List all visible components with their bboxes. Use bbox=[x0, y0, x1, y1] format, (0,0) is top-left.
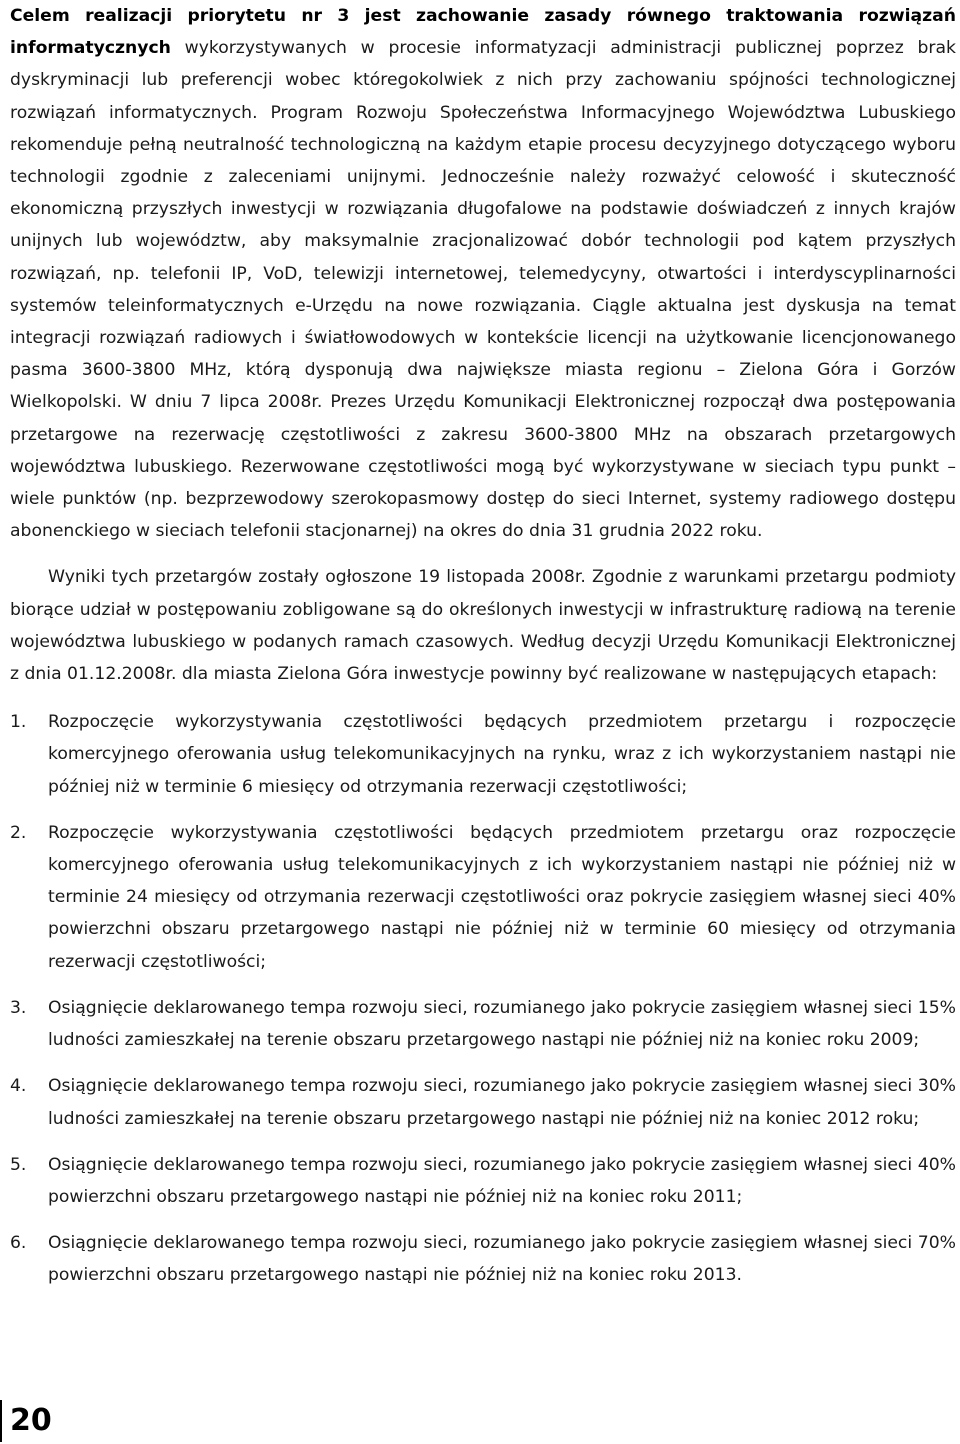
list-item-stage-5 bbox=[10, 1149, 956, 1213]
document-page bbox=[10, 0, 956, 1306]
list-item-number: 5. bbox=[10, 1154, 27, 1175]
list-item-text: Osiągnięcie deklarowanego tempa rozwoju sieci, rozumianego jako pokrycie zasięgiem własnej sieci 70% powierzchni obszaru przetargowego nastąpi nie później niż na koniec roku 2013. bbox=[48, 1233, 956, 1286]
list-item-number: 6. bbox=[10, 1233, 27, 1254]
list-item-text: Osiągnięcie deklarowanego tempa rozwoju sieci, rozumianego jako pokrycie zasięgiem własnej sieci 40% powierzchni obszaru przetargowego nastąpi nie później niż na koniec roku 2011; bbox=[48, 1154, 956, 1207]
list-item-number: 3. bbox=[10, 997, 27, 1018]
list-item-text: Rozpoczęcie wykorzystywania częstotliwości będących przedmiotem przetargu oraz rozpoczęcie komercyjnego oferowania usług telekomunikacyjnych z ich wykorzystaniem nastąpi nie później niż w terminie 24 miesięcy od otrzymania rezerwacji częstotliwości oraz pokrycie zasięgiem własnej sieci 40% powierzchni obszaru przetargowego nastąpi nie później niż w terminie 60 miesięcy od otrzymania rezerwacji częstotliwości; bbox=[48, 822, 956, 972]
page-number-rule bbox=[0, 1400, 2, 1442]
paragraph-lead: Celem realizacji priorytetu nr 3 jest zachowanie zasady równego traktowania rozwiązań informatycznych bbox=[10, 6, 956, 59]
list-item-number: 2. bbox=[10, 822, 27, 843]
list-item-number: 4. bbox=[10, 1076, 27, 1097]
list-item-text: Rozpoczęcie wykorzystywania częstotliwości będących przedmiotem przetargu i rozpoczęcie komercyjnego oferowania usług telekomunikacyjnych na rynku, wraz z ich wykorzystaniem nastąpi nie później niż w terminie 6 miesięcy od otrzymania rezerwacji częstotliwości; bbox=[48, 712, 956, 797]
list-item-number: 1. bbox=[10, 712, 27, 733]
list-item-text: Osiągnięcie deklarowanego tempa rozwoju sieci, rozumianego jako pokrycie zasięgiem własnej sieci 15% ludności zamieszkałej na terenie obszaru przetargowego nastąpi nie później niż na koniec roku 2009; bbox=[48, 997, 956, 1051]
list-item-stage-2 bbox=[10, 817, 956, 978]
list-item-stage-1 bbox=[10, 706, 956, 803]
list-item-stage-4 bbox=[10, 1070, 956, 1134]
page-number-box bbox=[0, 1398, 60, 1444]
paragraph-body: wykorzystywanych w procesie informatyzacji administracji publicznej poprzez brak dyskryminacji lub preferencji wobec któregokolwiek z nich przy zachowaniu spójności technologicznej rozwiązań informatycznych. Program Rozwoju Społeczeństwa Informacyjnego Województwa Lubuskiego rekomenduje pełną neutralność technologiczną na każdym etapie procesu decyzyjnego dotyczącego wyboru technologii zgodnie z zaleceniami unijnymi. Jednocześnie należy rozważyć celowość i skuteczność ekonomiczną przyszłych inwestycji w rozwiązania długofalowe na podstawie doświadczeń z innych krajów unijnych lub województw, aby maksymalnie zracjonalizować dobór technologii pod kątem przyszłych rozwiązań, np. telefonii IP, VoD, telewizji internetowej, telemedycyny, otwartości i interdyscyplinarności systemów teleinformatycznych e-Urzędu na nowe rozwiązania. Ciągle aktualna jest dyskusja na temat integracji rozwiązań radiowych i światłowodowych w kontekście licencji na użytkowanie licencjonowanego pasma 3600-3800 MHz, którą dysponują dwa największe miasta regionu – Zielona Góra i Gorzów Wielkopolski. W dniu 7 lipca 2008r. Prezes Urzędu Komunikacji Elektronicznej rozpoczął dwa postępowania przetargowe na rezerwację częstotliwości z zakresu 3600-3800 MHz na obszarach przetargowych województwa lubuskiego. Rezerwowane częstotliwości mogą być wykorzystywane w sieciach typu punkt – wiele punktów (np. bezprzewodowy szerokopasmowy dostęp do sieci Internet, systemy radiowego dostępu abonenckiego w sieciach telefonii stacjonarnej) na okres do dnia 31 grudnia 2022 roku. bbox=[10, 38, 956, 542]
page-number: 20 bbox=[10, 1403, 52, 1438]
paragraph-priority-3 bbox=[10, 0, 956, 547]
paragraph-tender-results: Wyniki tych przetargów zostały ogłoszone 19 listopada 2008r. Zgodnie z warunkami przetargu podmioty biorące udział w postępowaniu zobligowane są do określonych inwestycji w infrastrukturę radiową na terenie województwa lubuskiego w podanych ramach czasowych. Według decyzji Urzędu Komunikacji Elektronicznej z dnia 01.12.2008r. dla miasta Zielona Góra inwestycje powinny być realizowane w następujących etapach: bbox=[10, 567, 956, 685]
list-item-stage-3 bbox=[10, 992, 956, 1056]
investment-stages-list bbox=[10, 706, 956, 1291]
list-item-stage-6 bbox=[10, 1227, 956, 1291]
list-item-text: Osiągnięcie deklarowanego tempa rozwoju sieci, rozumianego jako pokrycie zasięgiem własnej sieci 30% ludności zamieszkałej na terenie obszaru przetargowego nastąpi nie później niż na koniec 2012 roku; bbox=[48, 1076, 956, 1129]
